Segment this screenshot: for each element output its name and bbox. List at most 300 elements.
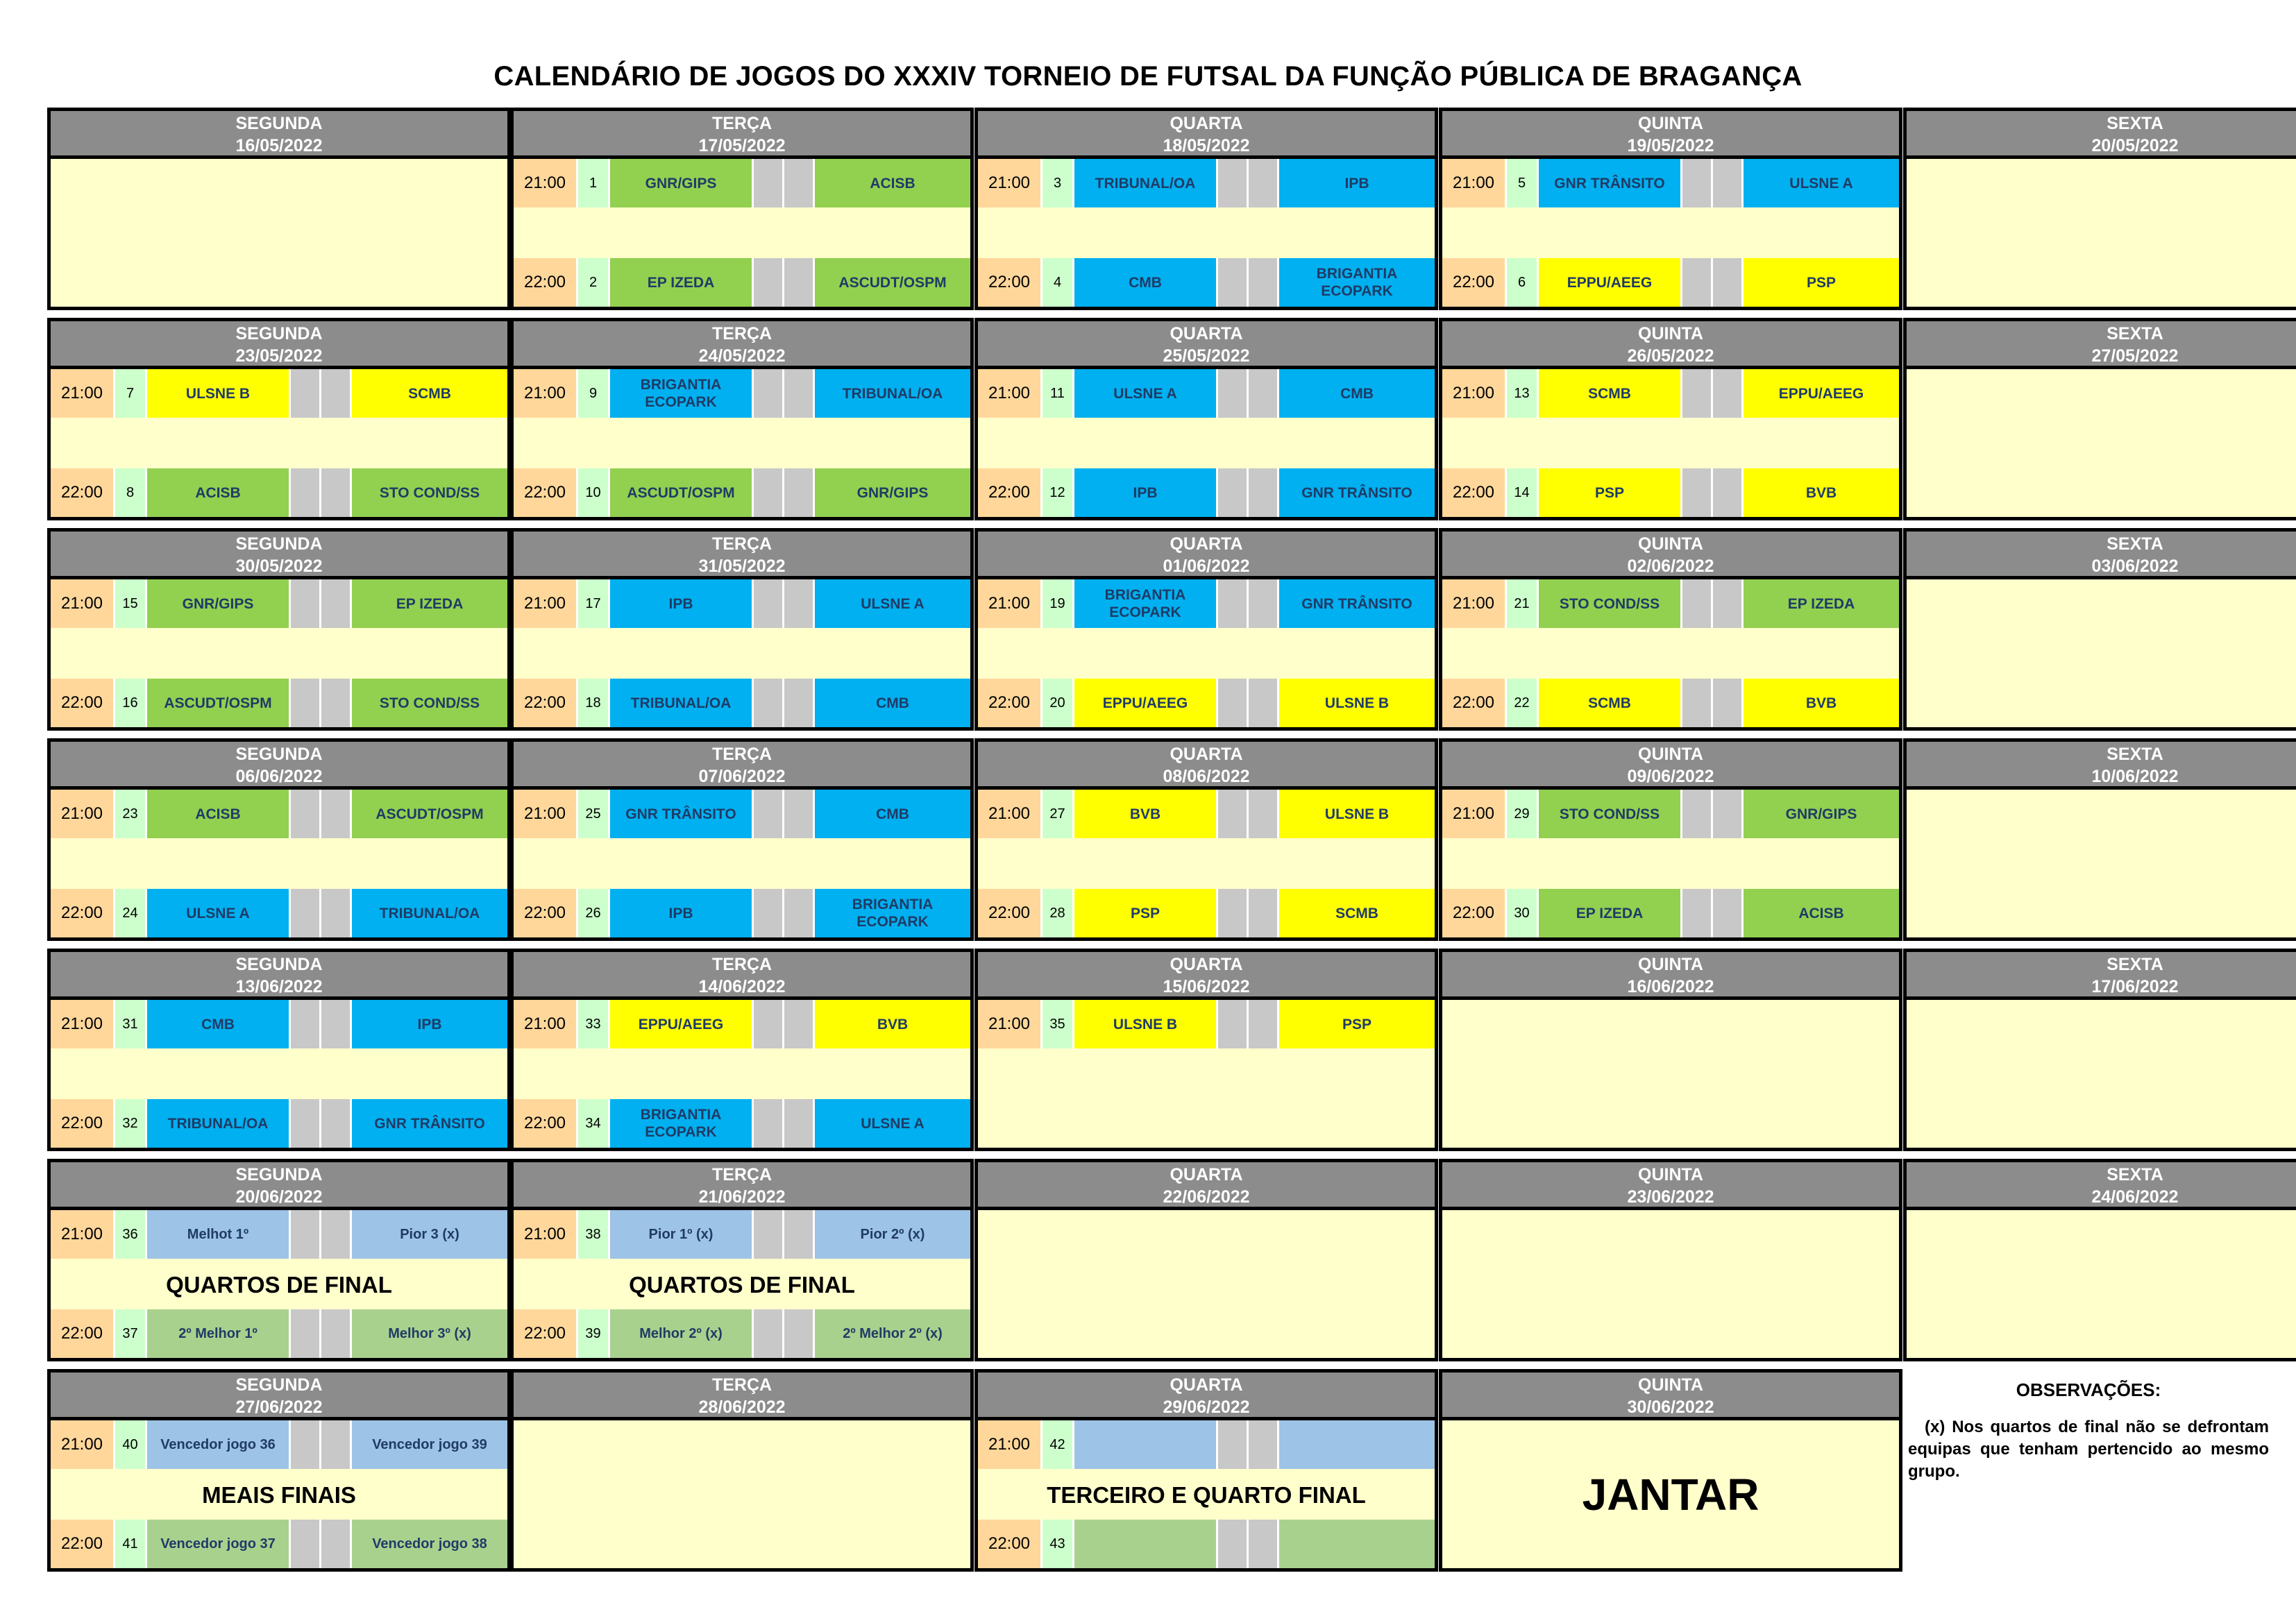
- home-team: EP IZEDA: [610, 258, 754, 307]
- day-date: 16/05/2022: [235, 136, 323, 155]
- day-header: [1907, 952, 2296, 1000]
- home-team: CMB: [147, 1000, 291, 1048]
- day-body: [1907, 579, 2296, 727]
- home-score-box[interactable]: [291, 1420, 321, 1469]
- match-number: 37: [115, 1309, 147, 1358]
- home-team: 2º Melhor 1º: [147, 1309, 291, 1358]
- home-team: BVB: [1074, 790, 1218, 838]
- away-team: BVB: [1744, 468, 1899, 517]
- day-name: QUARTA: [1170, 1375, 1243, 1395]
- match-time: 21:00: [1442, 579, 1507, 628]
- home-team: SCMB: [1539, 369, 1682, 418]
- day-body: [1442, 790, 1899, 937]
- day-cell: [1439, 1159, 1902, 1361]
- day-name: SEGUNDA: [235, 114, 323, 133]
- away-team: BVB: [1744, 679, 1899, 727]
- day-body: [1442, 579, 1899, 727]
- home-score-box[interactable]: [1218, 159, 1249, 207]
- away-score-box[interactable]: [784, 1099, 815, 1148]
- day-date: 15/06/2022: [1163, 977, 1250, 996]
- away-score-box[interactable]: [1713, 790, 1744, 838]
- match-time: 22:00: [978, 468, 1043, 517]
- match-number: 29: [1507, 790, 1539, 838]
- day-header: [978, 321, 1435, 369]
- away-score-box[interactable]: [321, 1420, 352, 1469]
- away-team: Melhor 3º (x): [352, 1309, 507, 1358]
- match-row: [51, 1309, 507, 1358]
- stage-label: QUARTOS DE FINAL: [166, 1272, 392, 1298]
- day-date: 02/06/2022: [1627, 556, 1714, 576]
- page-title: CALENDÁRIO DE JOGOS DO XXXIV TORNEIO DE FUTSAL DA FUNÇÃO PÚBLICA DE BRAGANÇA: [493, 61, 1803, 92]
- day-cell: [47, 1159, 511, 1361]
- home-score-box[interactable]: [291, 1520, 321, 1568]
- away-score-box[interactable]: [784, 790, 815, 838]
- home-team: EPPU/AEEG: [1074, 679, 1218, 727]
- home-score-box[interactable]: [1682, 790, 1713, 838]
- home-score-box[interactable]: [291, 1099, 321, 1148]
- match-time: 22:00: [978, 889, 1043, 937]
- home-score-box[interactable]: [1218, 579, 1249, 628]
- home-score-box[interactable]: [754, 579, 784, 628]
- home-score-box[interactable]: [754, 468, 784, 517]
- home-score-box[interactable]: [291, 579, 321, 628]
- day-cell: [974, 949, 1438, 1151]
- home-score-box[interactable]: [1218, 1000, 1249, 1048]
- away-score-box[interactable]: [1249, 889, 1279, 937]
- away-team: 2º Melhor 2º (x): [815, 1309, 970, 1358]
- day-date: 26/05/2022: [1627, 346, 1714, 366]
- stage-label: QUARTOS DE FINAL: [629, 1272, 855, 1298]
- day-header: [514, 952, 970, 1000]
- day-header: [514, 111, 970, 159]
- away-team: EPPU/AEEG: [1744, 369, 1899, 418]
- away-score-box[interactable]: [784, 1309, 815, 1358]
- away-score-box[interactable]: [321, 468, 352, 517]
- away-score-box[interactable]: [1249, 258, 1279, 307]
- away-score-box[interactable]: [1713, 369, 1744, 418]
- match-time: 21:00: [978, 579, 1043, 628]
- match-row: [51, 889, 507, 937]
- home-score-box[interactable]: [291, 1000, 321, 1048]
- match-row: [514, 790, 970, 838]
- home-team: EPPU/AEEG: [1539, 258, 1682, 307]
- away-score-box[interactable]: [1249, 579, 1279, 628]
- match-number: 28: [1043, 889, 1074, 937]
- match-row: [514, 1210, 970, 1259]
- day-cell: [974, 1159, 1438, 1361]
- away-team: CMB: [815, 679, 970, 727]
- away-team: ASCUDT/OSPM: [815, 258, 970, 307]
- day-header: [51, 1162, 507, 1210]
- match-row: [51, 1099, 507, 1148]
- home-score-box[interactable]: [1218, 258, 1249, 307]
- match-time: 21:00: [978, 1000, 1043, 1048]
- away-score-box[interactable]: [321, 579, 352, 628]
- day-date: 08/06/2022: [1163, 767, 1250, 786]
- day-header: [1907, 1162, 2296, 1210]
- away-score-box[interactable]: [1713, 579, 1744, 628]
- day-header: [514, 742, 970, 790]
- match-number: 5: [1507, 159, 1539, 207]
- day-date: 20/06/2022: [235, 1187, 323, 1207]
- day-cell: [1439, 949, 1902, 1151]
- home-team: SCMB: [1539, 679, 1682, 727]
- home-score-box[interactable]: [1682, 159, 1713, 207]
- day-body: [978, 1000, 1435, 1148]
- match-time: 21:00: [978, 790, 1043, 838]
- away-team: Pior 3 (x): [352, 1210, 507, 1259]
- home-score-box[interactable]: [1218, 889, 1249, 937]
- day-date: 24/05/2022: [698, 346, 786, 366]
- day-name: SEXTA: [2107, 114, 2163, 133]
- home-team: IPB: [1074, 468, 1218, 517]
- match-row: [51, 1420, 507, 1469]
- match-row: [51, 1210, 507, 1259]
- away-score-box[interactable]: [1713, 889, 1744, 937]
- day-header: [51, 111, 507, 159]
- day-date: 17/06/2022: [2091, 977, 2179, 996]
- away-score-box[interactable]: [321, 790, 352, 838]
- day-cell: [1903, 318, 2296, 520]
- away-team: ASCUDT/OSPM: [352, 790, 507, 838]
- away-team: [1279, 1420, 1435, 1469]
- home-score-box[interactable]: [754, 1000, 784, 1048]
- away-team: GNR TRÂNSITO: [352, 1099, 507, 1148]
- match-row: [514, 369, 970, 418]
- away-score-box[interactable]: [784, 369, 815, 418]
- away-score-box[interactable]: [1713, 258, 1744, 307]
- match-time: 21:00: [51, 1420, 115, 1469]
- match-time: 21:00: [51, 369, 115, 418]
- home-score-box[interactable]: [291, 468, 321, 517]
- match-time: 22:00: [51, 1520, 115, 1568]
- day-date: 25/05/2022: [1163, 346, 1250, 366]
- day-name: QUINTA: [1638, 1375, 1703, 1395]
- day-date: 23/06/2022: [1627, 1187, 1714, 1207]
- day-date: 27/06/2022: [235, 1397, 323, 1417]
- day-date: 16/06/2022: [1627, 977, 1714, 996]
- match-number: 34: [578, 1099, 610, 1148]
- home-score-box[interactable]: [291, 889, 321, 937]
- away-team: IPB: [352, 1000, 507, 1048]
- home-score-box[interactable]: [1682, 369, 1713, 418]
- home-team: ASCUDT/OSPM: [147, 679, 291, 727]
- day-header: [514, 1373, 970, 1420]
- day-header: [514, 1162, 970, 1210]
- day-name: QUINTA: [1638, 1165, 1703, 1184]
- home-score-box[interactable]: [754, 790, 784, 838]
- match-time: 22:00: [51, 679, 115, 727]
- match-row: [514, 579, 970, 628]
- away-team: EP IZEDA: [1744, 579, 1899, 628]
- away-score-box[interactable]: [784, 159, 815, 207]
- day-name: QUARTA: [1170, 745, 1243, 764]
- home-score-box[interactable]: [754, 1099, 784, 1148]
- match-time: 22:00: [978, 1520, 1043, 1568]
- day-cell: [47, 949, 511, 1151]
- away-team: GNR/GIPS: [815, 468, 970, 517]
- away-score-box[interactable]: [1249, 468, 1279, 517]
- match-time: 21:00: [978, 159, 1043, 207]
- match-row: [514, 1099, 970, 1148]
- match-number: 39: [578, 1309, 610, 1358]
- match-number: 31: [115, 1000, 147, 1048]
- away-score-box[interactable]: [784, 1000, 815, 1048]
- home-team: GNR TRÂNSITO: [1539, 159, 1682, 207]
- home-team: TRIBUNAL/OA: [1074, 159, 1218, 207]
- home-score-box[interactable]: [1218, 790, 1249, 838]
- home-score-box[interactable]: [1218, 468, 1249, 517]
- away-score-box[interactable]: [784, 889, 815, 937]
- match-row: [1442, 369, 1899, 418]
- day-name: QUINTA: [1638, 324, 1703, 343]
- home-score-box[interactable]: [754, 889, 784, 937]
- home-score-box[interactable]: [1682, 889, 1713, 937]
- match-number: 12: [1043, 468, 1074, 517]
- day-body: [514, 790, 970, 937]
- match-number: 35: [1043, 1000, 1074, 1048]
- home-score-box[interactable]: [754, 369, 784, 418]
- home-score-box[interactable]: [1682, 579, 1713, 628]
- away-score-box[interactable]: [1249, 159, 1279, 207]
- week-block: [47, 1159, 2296, 1361]
- away-score-box[interactable]: [321, 1000, 352, 1048]
- away-team: CMB: [815, 790, 970, 838]
- day-header: [1442, 742, 1899, 790]
- match-row: [1442, 889, 1899, 937]
- day-cell: [1439, 318, 1902, 520]
- day-name: QUINTA: [1638, 745, 1703, 764]
- day-cell: [974, 738, 1438, 941]
- home-team: EPPU/AEEG: [610, 1000, 754, 1048]
- home-team: ULSNE A: [147, 889, 291, 937]
- match-time: 21:00: [514, 579, 578, 628]
- match-time: 22:00: [51, 889, 115, 937]
- home-team: TRIBUNAL/OA: [147, 1099, 291, 1148]
- day-body: [1442, 159, 1899, 307]
- match-row: [514, 468, 970, 517]
- day-header: [1907, 742, 2296, 790]
- home-score-box[interactable]: [1218, 369, 1249, 418]
- home-score-box[interactable]: [1218, 1420, 1249, 1469]
- match-row: [1442, 679, 1899, 727]
- day-date: 30/05/2022: [235, 556, 323, 576]
- day-body: [514, 1420, 970, 1568]
- day-cell: [47, 108, 511, 310]
- home-score-box[interactable]: [1682, 679, 1713, 727]
- day-header: [978, 952, 1435, 1000]
- home-score-box[interactable]: [1218, 679, 1249, 727]
- day-header: [1442, 321, 1899, 369]
- week-block: [47, 949, 2296, 1151]
- home-team: Melhot 1º: [147, 1210, 291, 1259]
- day-date: 23/05/2022: [235, 346, 323, 366]
- match-number: 38: [578, 1210, 610, 1259]
- day-name: QUINTA: [1638, 955, 1703, 974]
- day-body: [978, 159, 1435, 307]
- day-body: [1442, 1210, 1899, 1358]
- match-row: [514, 679, 970, 727]
- day-cell: [974, 108, 1438, 310]
- away-score-box[interactable]: [1249, 1520, 1279, 1568]
- home-score-box[interactable]: [1218, 1520, 1249, 1568]
- match-time: 21:00: [514, 1210, 578, 1259]
- stage-label: TERCEIRO E QUARTO FINAL: [1047, 1482, 1366, 1508]
- away-score-box[interactable]: [321, 679, 352, 727]
- day-body: [1907, 1000, 2296, 1148]
- match-row: [978, 679, 1435, 727]
- match-row: [51, 790, 507, 838]
- day-header: [978, 742, 1435, 790]
- day-cell: [974, 318, 1438, 520]
- day-cell: [1903, 949, 2296, 1151]
- away-score-box[interactable]: [1249, 1000, 1279, 1048]
- home-team: TRIBUNAL/OA: [610, 679, 754, 727]
- home-score-box[interactable]: [754, 258, 784, 307]
- home-score-box[interactable]: [291, 1210, 321, 1259]
- day-header: [51, 532, 507, 579]
- day-body: [978, 579, 1435, 727]
- away-team: ULSNE A: [815, 579, 970, 628]
- match-row: [978, 1000, 1435, 1048]
- away-score-box[interactable]: [784, 679, 815, 727]
- match-number: 9: [578, 369, 610, 418]
- day-name: SEXTA: [2107, 1165, 2163, 1184]
- away-score-box[interactable]: [321, 1309, 352, 1358]
- away-team: Vencedor jogo 39: [352, 1420, 507, 1469]
- away-team: IPB: [1279, 159, 1435, 207]
- match-number: 24: [115, 889, 147, 937]
- day-date: 19/05/2022: [1627, 136, 1714, 155]
- away-score-box[interactable]: [1249, 790, 1279, 838]
- home-team: GNR/GIPS: [610, 159, 754, 207]
- home-team: BRIGANTIA ECOPARK: [610, 1099, 754, 1148]
- away-team: EP IZEDA: [352, 579, 507, 628]
- away-score-box[interactable]: [1249, 679, 1279, 727]
- away-team: GNR/GIPS: [1744, 790, 1899, 838]
- away-score-box[interactable]: [1249, 1420, 1279, 1469]
- away-team: ULSNE B: [1279, 790, 1435, 838]
- day-date: 30/06/2022: [1627, 1397, 1714, 1417]
- day-cell: [510, 318, 974, 520]
- day-body: [978, 369, 1435, 517]
- away-team: Vencedor jogo 38: [352, 1520, 507, 1568]
- away-score-box[interactable]: [1713, 468, 1744, 517]
- day-body: [51, 790, 507, 937]
- day-name: QUARTA: [1170, 534, 1243, 554]
- home-team: [1074, 1420, 1218, 1469]
- day-date: 29/06/2022: [1163, 1397, 1250, 1417]
- day-cell: [1903, 108, 2296, 310]
- home-score-box[interactable]: [754, 1210, 784, 1259]
- match-row: [978, 468, 1435, 517]
- away-score-box[interactable]: [321, 1210, 352, 1259]
- away-score-box[interactable]: [321, 1099, 352, 1148]
- week-block: [47, 108, 2296, 310]
- day-body: [514, 1210, 970, 1358]
- home-score-box[interactable]: [291, 1309, 321, 1358]
- away-score-box[interactable]: [784, 468, 815, 517]
- day-name: SEGUNDA: [235, 745, 323, 764]
- away-score-box[interactable]: [321, 1520, 352, 1568]
- match-number: 17: [578, 579, 610, 628]
- home-score-box[interactable]: [291, 679, 321, 727]
- day-header: [978, 1162, 1435, 1210]
- match-row: [514, 159, 970, 207]
- match-row: [978, 159, 1435, 207]
- day-cell: [1439, 1369, 1902, 1572]
- day-date: 22/06/2022: [1163, 1187, 1250, 1207]
- away-score-box[interactable]: [321, 369, 352, 418]
- day-name: TERÇA: [711, 534, 773, 554]
- home-team: BRIGANTIA ECOPARK: [1074, 579, 1218, 628]
- home-team: GNR TRÂNSITO: [610, 790, 754, 838]
- home-score-box[interactable]: [291, 369, 321, 418]
- day-cell: [1903, 1159, 2296, 1361]
- match-number: 23: [115, 790, 147, 838]
- day-date: 01/06/2022: [1163, 556, 1250, 576]
- day-body: [978, 1210, 1435, 1358]
- match-number: 14: [1507, 468, 1539, 517]
- week-block: [47, 738, 2296, 941]
- day-name: QUINTA: [1638, 114, 1703, 133]
- match-row: [514, 258, 970, 307]
- match-time: 22:00: [514, 468, 578, 517]
- away-score-box[interactable]: [784, 258, 815, 307]
- home-score-box[interactable]: [1682, 258, 1713, 307]
- away-score-box[interactable]: [1249, 369, 1279, 418]
- home-score-box[interactable]: [291, 790, 321, 838]
- day-cell: [1439, 108, 1902, 310]
- match-row: [514, 1000, 970, 1048]
- day-body: [1907, 1210, 2296, 1358]
- home-team: STO COND/SS: [1539, 790, 1682, 838]
- home-score-box[interactable]: [754, 1309, 784, 1358]
- day-date: 24/06/2022: [2091, 1187, 2179, 1207]
- match-row: [514, 1309, 970, 1358]
- away-score-box[interactable]: [1713, 159, 1744, 207]
- match-row: [978, 579, 1435, 628]
- away-score-box[interactable]: [321, 889, 352, 937]
- away-team: ULSNE A: [815, 1099, 970, 1148]
- day-name: TERÇA: [711, 324, 773, 343]
- away-team: BRIGANTIA ECOPARK: [1279, 258, 1435, 307]
- match-number: 27: [1043, 790, 1074, 838]
- away-team: Pior 2º (x): [815, 1210, 970, 1259]
- home-team: ULSNE B: [147, 369, 291, 418]
- home-score-box[interactable]: [754, 159, 784, 207]
- away-team: ULSNE B: [1279, 679, 1435, 727]
- match-time: 22:00: [51, 468, 115, 517]
- home-score-box[interactable]: [1682, 468, 1713, 517]
- away-team: TRIBUNAL/OA: [815, 369, 970, 418]
- away-score-box[interactable]: [784, 1210, 815, 1259]
- day-name: SEGUNDA: [235, 955, 323, 974]
- match-time: 21:00: [1442, 790, 1507, 838]
- day-header: [978, 111, 1435, 159]
- day-name: TERÇA: [711, 745, 773, 764]
- match-time: 21:00: [1442, 369, 1507, 418]
- away-score-box[interactable]: [1713, 679, 1744, 727]
- day-body: [1442, 1420, 1899, 1568]
- match-number: 33: [578, 1000, 610, 1048]
- day-date: 03/06/2022: [2091, 556, 2179, 576]
- away-team: STO COND/SS: [352, 679, 507, 727]
- match-row: [51, 579, 507, 628]
- day-header: [978, 1373, 1435, 1420]
- away-score-box[interactable]: [784, 579, 815, 628]
- home-score-box[interactable]: [754, 679, 784, 727]
